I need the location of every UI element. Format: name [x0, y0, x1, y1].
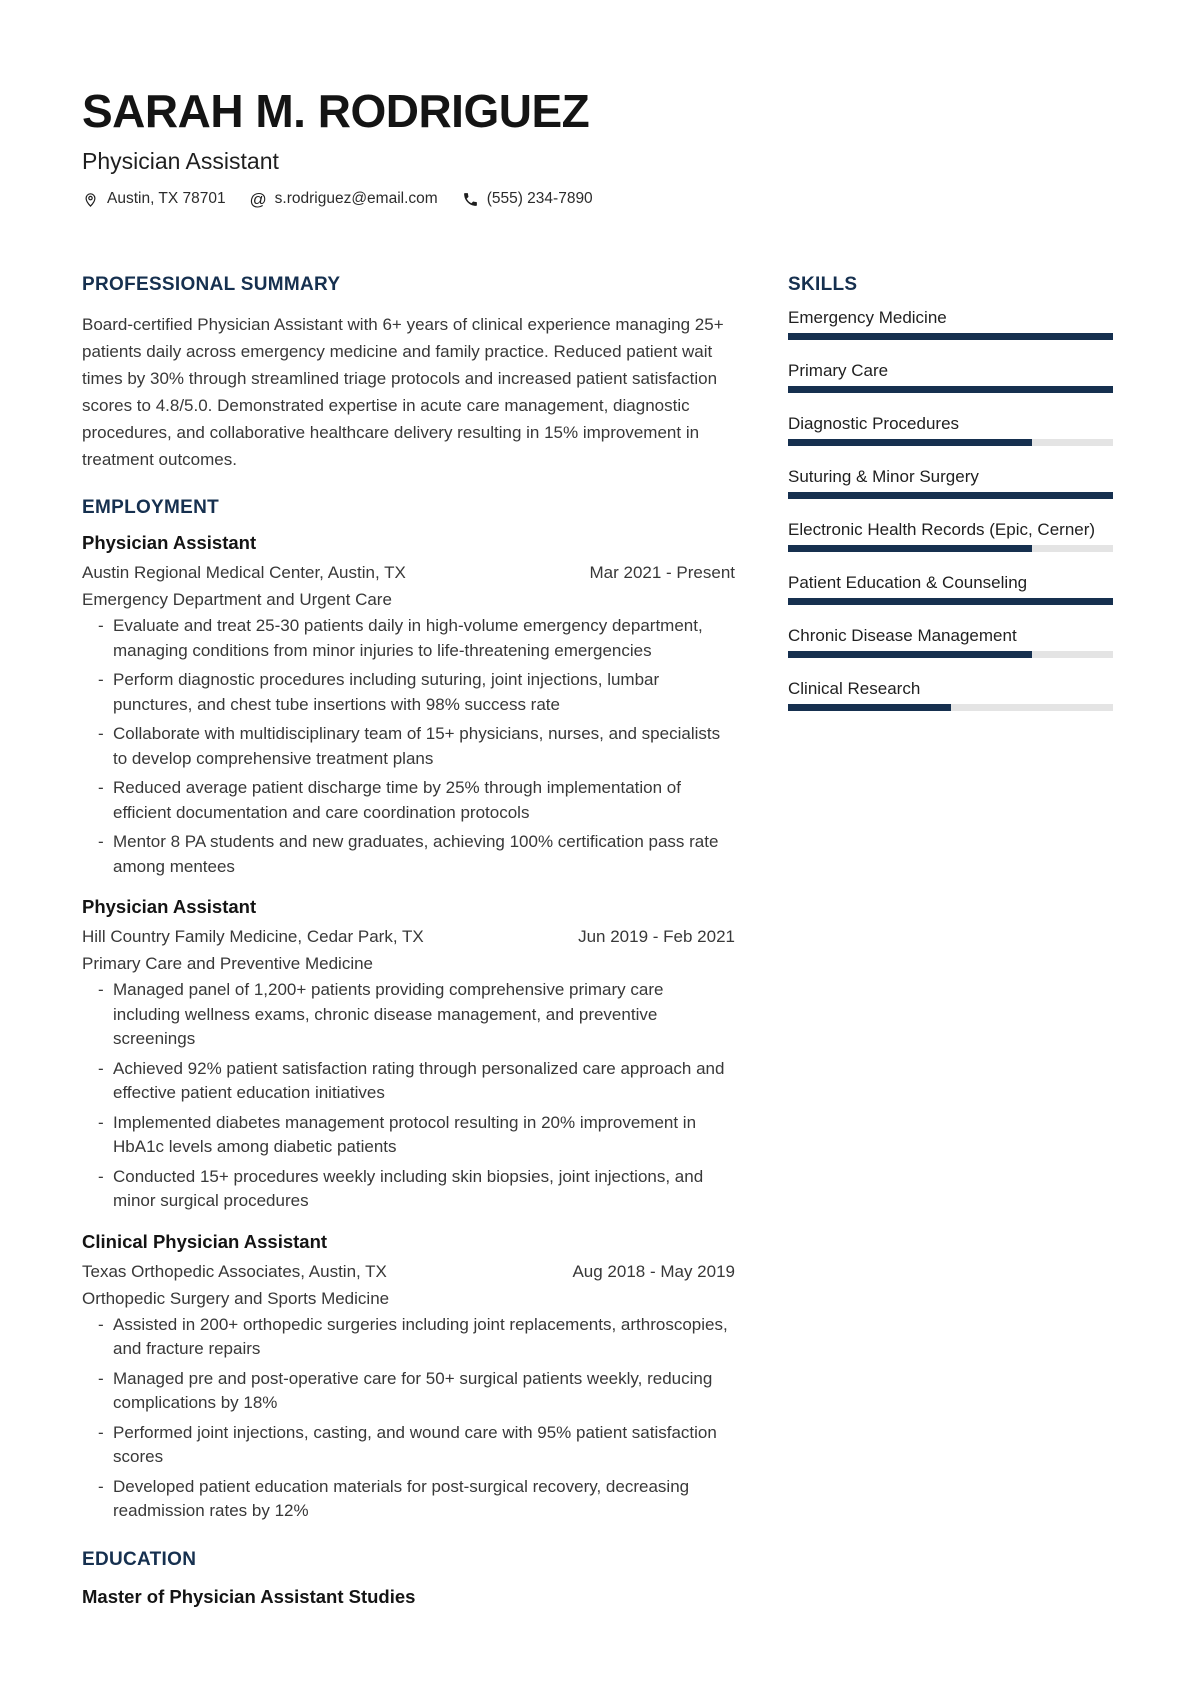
bullet-item [82, 1367, 735, 1416]
bullet-item [82, 722, 735, 771]
job-dates: Aug 2018 - May 2019 [572, 1261, 735, 1281]
job-dates: Jun 2019 - Feb 2021 [578, 927, 735, 947]
skill-item [788, 414, 1113, 446]
content-columns [82, 274, 1113, 1609]
skill-bar-track [788, 386, 1113, 393]
job-subtitle: Primary Care and Preventive Medicine [82, 954, 374, 974]
education-degree: Master of Physician Assistant Studies [82, 1585, 416, 1607]
summary-heading: PROFESSIONAL SUMMARY [82, 274, 341, 296]
bullet-dash: - [98, 724, 104, 744]
bullet-item [82, 1057, 735, 1106]
job-company: Hill Country Family Medicine, Cedar Park, TX [82, 927, 424, 947]
bullet-dash: - [98, 1112, 104, 1132]
skills-container [788, 308, 1113, 711]
contact-item [462, 190, 593, 208]
section-skills [788, 274, 1113, 711]
bullet-list [82, 1313, 735, 1524]
skill-bar-track [788, 333, 1113, 340]
skill-label: Primary Care [788, 361, 889, 381]
contact-text: s.rodriguez@email.com [274, 190, 438, 208]
skill-bar-track [788, 545, 1113, 552]
bullet-item [82, 978, 735, 1052]
skill-item [788, 679, 1113, 711]
bullet-item [82, 668, 735, 717]
job-meta [82, 1258, 735, 1285]
bullet-item [82, 1475, 735, 1524]
bullet-text: Conducted 15+ procedures weekly including skin biopsies, joint injections, and minor surgical procedures [113, 1166, 704, 1211]
bullet-dash: - [98, 1476, 104, 1496]
job-meta [82, 923, 735, 950]
contact-text: Austin, TX 78701 [107, 190, 226, 208]
bullet-text: Performed joint injections, casting, and wound care with 95% patient satisfaction scores [113, 1422, 717, 1467]
skills-heading: SKILLS [788, 274, 858, 296]
bullet-dash: - [98, 1422, 104, 1442]
skill-item [788, 467, 1113, 499]
skill-label: Patient Education & Counseling [788, 573, 1028, 593]
bullet-text: Managed pre and post-operative care for 50+ surgical patients weekly, reducing complications by 18% [113, 1368, 713, 1413]
job-subtitle: Orthopedic Surgery and Sports Medicine [82, 1288, 390, 1308]
section-professional-summary [82, 274, 735, 473]
skill-bar-track [788, 651, 1113, 658]
bullet-item [82, 1421, 735, 1470]
skill-bar-fill [788, 651, 1032, 658]
main-column [82, 274, 735, 1609]
candidate-title: Physician Assistant [82, 148, 279, 174]
contact-item [82, 190, 226, 208]
skill-item [788, 573, 1113, 605]
skill-bar-track [788, 704, 1113, 711]
bullet-dash: - [98, 832, 104, 852]
skill-bar-fill [788, 704, 951, 711]
job-dates: Mar 2021 - Present [589, 563, 735, 583]
bullet-text: Implemented diabetes management protocol resulting in 20% improvement in HbA1c levels among diabetic patients [113, 1112, 697, 1157]
skill-item [788, 308, 1113, 340]
skill-bar-fill [788, 439, 1032, 446]
job-title: Clinical Physician Assistant [82, 1230, 328, 1252]
skill-bar-fill [788, 386, 1113, 393]
bullet-text: Collaborate with multidisciplinary team of 15+ physicians, nurses, and specialists to develop comprehensive treatment plans [113, 724, 721, 768]
bullet-dash: - [98, 616, 104, 636]
skill-bar-track [788, 598, 1113, 605]
bullet-dash: - [98, 1314, 104, 1334]
bullet-text: Evaluate and treat 25-30 patients daily in high-volume emergency department, managing conditions from minor injuries to life-threatening emergencies [113, 616, 703, 660]
bullet-dash: - [98, 980, 104, 1000]
bullet-item [82, 776, 735, 825]
candidate-name: SARAH M. RODRIGUEZ [82, 85, 590, 137]
skill-bar-track [788, 492, 1113, 499]
job [82, 1230, 735, 1524]
bullet-item [82, 614, 735, 663]
bullet-dash: - [98, 778, 104, 798]
location-icon [82, 191, 99, 208]
side-column [788, 274, 1113, 1609]
bullet-dash: - [98, 1058, 104, 1078]
job-subtitle: Emergency Department and Urgent Care [82, 590, 392, 610]
contact-text: (555) 234-7890 [486, 190, 593, 208]
bullet-text: Developed patient education materials for post-surgical recovery, decreasing readmission rates by 12% [113, 1476, 690, 1521]
contact-item [250, 190, 438, 208]
skill-bar-fill [788, 598, 1113, 605]
section-education [82, 1549, 735, 1609]
skill-label: Electronic Health Records (Epic, Cerner) [788, 520, 1096, 540]
skill-label: Emergency Medicine [788, 308, 947, 328]
section-employment [82, 497, 735, 1524]
job [82, 895, 735, 1214]
bullet-text: Managed panel of 1,200+ patients providing comprehensive primary care including wellness exams, chronic disease management, and preventive screenings [113, 980, 664, 1049]
education-heading: EDUCATION [82, 1548, 197, 1570]
skill-bar-track [788, 439, 1113, 446]
skill-bar-fill [788, 492, 1113, 499]
bullet-dash: - [98, 1166, 104, 1186]
skill-label: Chronic Disease Management [788, 626, 1017, 646]
skill-label: Suturing & Minor Surgery [788, 467, 979, 487]
job-title: Physician Assistant [82, 896, 257, 918]
job-title: Physician Assistant [82, 532, 257, 554]
bullet-item [82, 1111, 735, 1160]
job-meta [82, 559, 735, 586]
job-company: Austin Regional Medical Center, Austin, TX [82, 563, 406, 583]
skill-label: Diagnostic Procedures [788, 414, 960, 434]
bullet-text: Perform diagnostic procedures including suturing, joint injections, lumbar punctures, and chest tube insertions with 98% success rate [113, 670, 660, 714]
skill-item [788, 361, 1113, 393]
job-company: Texas Orthopedic Associates, Austin, TX [82, 1261, 387, 1281]
bullet-item [82, 830, 735, 879]
bullet-text: Mentor 8 PA students and new graduates, achieving 100% certification pass rate among mentees [113, 832, 719, 876]
phone-icon [462, 191, 479, 208]
bullet-dash: - [98, 670, 104, 690]
contact-row [82, 190, 1113, 208]
jobs-container [82, 531, 735, 1524]
at-icon: @ [249, 189, 267, 209]
resume-header [82, 85, 1113, 209]
bullet-text: Reduced average patient discharge time by 25% through implementation of efficient documentation and care coordination protocols [113, 778, 681, 822]
job [82, 531, 735, 879]
employment-heading: EMPLOYMENT [82, 497, 220, 519]
bullet-text: Assisted in 200+ orthopedic surgeries including joint replacements, arthroscopies, and fracture repairs [113, 1314, 728, 1359]
summary-text: Board-certified Physician Assistant with 6+ years of clinical experience managing 25+ patients daily across emergency medicine and family practice. Reduced patient wait times by 30% through streamlined triage protocols and increased patient satisfaction scores to 4.8/5.0. Demonstrated expertise in acute care management, diagnostic procedures, and collaborative healthcare delivery resulting in 15% improvement in treatment outcomes. [82, 315, 724, 470]
bullet-list [82, 978, 735, 1214]
bullet-text: Achieved 92% patient satisfaction rating through personalized care approach and effective patient education initiatives [113, 1058, 725, 1103]
bullet-item [82, 1313, 735, 1362]
bullet-list [82, 614, 735, 879]
skill-label: Clinical Research [788, 679, 921, 699]
skill-item [788, 626, 1113, 658]
skill-bar-fill [788, 545, 1032, 552]
bullet-item [82, 1165, 735, 1214]
bullet-dash: - [98, 1368, 104, 1388]
skill-bar-fill [788, 333, 1113, 340]
skill-item [788, 520, 1113, 552]
